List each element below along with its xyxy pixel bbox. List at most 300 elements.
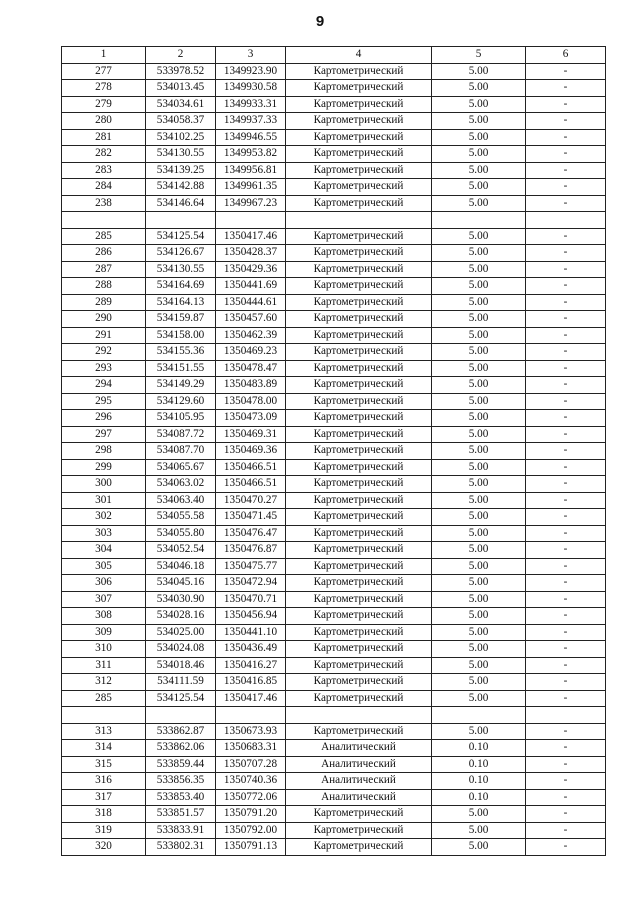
accuracy-cell: 5.00 [432, 426, 526, 443]
accuracy-cell: 5.00 [432, 278, 526, 295]
method-cell: Картометрический [286, 443, 432, 460]
note-cell: - [526, 245, 606, 262]
point-number-cell: 313 [62, 723, 146, 740]
y-coordinate-cell: 1350457.60 [216, 311, 286, 328]
accuracy-cell: 5.00 [432, 113, 526, 130]
accuracy-cell: 5.00 [432, 657, 526, 674]
table-row [62, 558, 606, 575]
method-cell: Картометрический [286, 822, 432, 839]
table-row [62, 624, 606, 641]
accuracy-cell: 0.10 [432, 789, 526, 806]
method-cell: Аналитический [286, 789, 432, 806]
table-spacer-row [62, 212, 606, 229]
y-coordinate-cell: 1350470.27 [216, 492, 286, 509]
x-coordinate-cell: 534087.72 [146, 426, 216, 443]
point-number-cell: 298 [62, 443, 146, 460]
x-coordinate-cell: 534087.70 [146, 443, 216, 460]
note-cell: - [526, 344, 606, 361]
note-cell: - [526, 195, 606, 212]
method-cell: Картометрический [286, 426, 432, 443]
accuracy-cell: 5.00 [432, 459, 526, 476]
note-cell [526, 212, 606, 229]
method-cell: Картометрический [286, 690, 432, 707]
method-cell: Картометрический [286, 195, 432, 212]
table-body [62, 63, 606, 855]
x-coordinate-cell: 533833.91 [146, 822, 216, 839]
accuracy-cell: 5.00 [432, 839, 526, 856]
table-row [62, 509, 606, 526]
y-coordinate-cell: 1350441.69 [216, 278, 286, 295]
table-row [62, 756, 606, 773]
table-row [62, 657, 606, 674]
x-coordinate-cell: 534149.29 [146, 377, 216, 394]
accuracy-cell: 5.00 [432, 410, 526, 427]
method-cell: Картометрический [286, 410, 432, 427]
x-coordinate-cell: 534052.54 [146, 542, 216, 559]
x-coordinate-cell: 534155.36 [146, 344, 216, 361]
point-number-cell: 306 [62, 575, 146, 592]
note-cell: - [526, 509, 606, 526]
x-coordinate-cell: 534151.55 [146, 360, 216, 377]
point-number-cell: 287 [62, 261, 146, 278]
x-coordinate-cell: 534055.58 [146, 509, 216, 526]
method-cell: Картометрический [286, 393, 432, 410]
y-coordinate-cell: 1350417.46 [216, 228, 286, 245]
y-coordinate-cell: 1350475.77 [216, 558, 286, 575]
table-row [62, 179, 606, 196]
y-coordinate-cell: 1350417.46 [216, 690, 286, 707]
accuracy-cell: 5.00 [432, 146, 526, 163]
table-spacer-row [62, 707, 606, 724]
table-row [62, 80, 606, 97]
x-coordinate-cell: 534105.95 [146, 410, 216, 427]
x-coordinate-cell: 533978.52 [146, 63, 216, 80]
table-row [62, 311, 606, 328]
method-cell: Картометрический [286, 344, 432, 361]
y-coordinate-cell: 1350772.06 [216, 789, 286, 806]
accuracy-cell: 5.00 [432, 245, 526, 262]
note-cell: - [526, 624, 606, 641]
x-coordinate-cell: 534111.59 [146, 674, 216, 691]
point-number-cell: 317 [62, 789, 146, 806]
x-coordinate-cell [146, 212, 216, 229]
note-cell: - [526, 377, 606, 394]
y-coordinate-cell: 1350444.61 [216, 294, 286, 311]
method-cell: Картометрический [286, 558, 432, 575]
accuracy-cell: 5.00 [432, 806, 526, 823]
method-cell: Картометрический [286, 492, 432, 509]
table-row [62, 608, 606, 625]
accuracy-cell: 5.00 [432, 608, 526, 625]
accuracy-cell: 5.00 [432, 822, 526, 839]
x-coordinate-cell [146, 707, 216, 724]
method-cell: Картометрический [286, 806, 432, 823]
method-cell: Картометрический [286, 674, 432, 691]
note-cell: - [526, 723, 606, 740]
y-coordinate-cell: 1350466.51 [216, 459, 286, 476]
accuracy-cell: 5.00 [432, 542, 526, 559]
y-coordinate-cell: 1350469.23 [216, 344, 286, 361]
x-coordinate-cell: 533802.31 [146, 839, 216, 856]
point-number-cell: 319 [62, 822, 146, 839]
table-row [62, 591, 606, 608]
x-coordinate-cell: 533862.06 [146, 740, 216, 757]
method-cell: Картометрический [286, 146, 432, 163]
note-cell: - [526, 773, 606, 790]
x-coordinate-cell: 534139.25 [146, 162, 216, 179]
point-number-cell: 283 [62, 162, 146, 179]
note-cell: - [526, 740, 606, 757]
x-coordinate-cell: 533856.35 [146, 773, 216, 790]
table-row [62, 723, 606, 740]
x-coordinate-cell: 534130.55 [146, 146, 216, 163]
method-cell: Картометрический [286, 377, 432, 394]
accuracy-cell: 5.00 [432, 261, 526, 278]
x-coordinate-cell: 534046.18 [146, 558, 216, 575]
method-cell: Картометрический [286, 80, 432, 97]
point-number-cell: 294 [62, 377, 146, 394]
point-number-cell: 304 [62, 542, 146, 559]
point-number-cell: 320 [62, 839, 146, 856]
accuracy-cell [432, 707, 526, 724]
table-row [62, 146, 606, 163]
point-number-cell: 284 [62, 179, 146, 196]
accuracy-cell: 5.00 [432, 723, 526, 740]
y-coordinate-cell: 1350478.47 [216, 360, 286, 377]
x-coordinate-cell: 534164.13 [146, 294, 216, 311]
y-coordinate-cell: 1349956.81 [216, 162, 286, 179]
method-cell: Картометрический [286, 113, 432, 130]
x-coordinate-cell: 534102.25 [146, 129, 216, 146]
point-number-cell: 279 [62, 96, 146, 113]
y-coordinate-cell: 1350470.71 [216, 591, 286, 608]
table-row [62, 674, 606, 691]
accuracy-cell: 5.00 [432, 311, 526, 328]
note-cell: - [526, 542, 606, 559]
method-cell: Картометрический [286, 245, 432, 262]
note-cell: - [526, 476, 606, 493]
method-cell: Картометрический [286, 96, 432, 113]
point-number-cell: 296 [62, 410, 146, 427]
point-number-cell: 300 [62, 476, 146, 493]
y-coordinate-cell: 1349961.35 [216, 179, 286, 196]
method-cell [286, 707, 432, 724]
y-coordinate-cell: 1350462.39 [216, 327, 286, 344]
accuracy-cell: 5.00 [432, 162, 526, 179]
point-number-cell: 315 [62, 756, 146, 773]
column-header: 3 [216, 47, 286, 64]
note-cell: - [526, 360, 606, 377]
note-cell: - [526, 228, 606, 245]
note-cell: - [526, 146, 606, 163]
accuracy-cell: 0.10 [432, 740, 526, 757]
method-cell: Картометрический [286, 624, 432, 641]
point-number-cell: 309 [62, 624, 146, 641]
table-row [62, 459, 606, 476]
method-cell: Картометрический [286, 459, 432, 476]
accuracy-cell: 5.00 [432, 129, 526, 146]
method-cell: Картометрический [286, 261, 432, 278]
column-header: 5 [432, 47, 526, 64]
coordinates-table [61, 46, 606, 856]
accuracy-cell: 5.00 [432, 575, 526, 592]
x-coordinate-cell: 534058.37 [146, 113, 216, 130]
y-coordinate-cell: 1350673.93 [216, 723, 286, 740]
table-row [62, 740, 606, 757]
y-coordinate-cell: 1349953.82 [216, 146, 286, 163]
table-row [62, 294, 606, 311]
note-cell: - [526, 129, 606, 146]
x-coordinate-cell: 534129.60 [146, 393, 216, 410]
x-coordinate-cell: 534146.64 [146, 195, 216, 212]
note-cell: - [526, 591, 606, 608]
x-coordinate-cell: 534045.16 [146, 575, 216, 592]
x-coordinate-cell: 534130.55 [146, 261, 216, 278]
y-coordinate-cell: 1350473.09 [216, 410, 286, 427]
y-coordinate-cell: 1350471.45 [216, 509, 286, 526]
note-cell: - [526, 426, 606, 443]
accuracy-cell: 5.00 [432, 195, 526, 212]
method-cell: Картометрический [286, 476, 432, 493]
table-row [62, 327, 606, 344]
method-cell: Картометрический [286, 360, 432, 377]
x-coordinate-cell: 534065.67 [146, 459, 216, 476]
method-cell: Картометрический [286, 294, 432, 311]
note-cell: - [526, 63, 606, 80]
x-coordinate-cell: 534028.16 [146, 608, 216, 625]
method-cell: Картометрический [286, 278, 432, 295]
point-number-cell: 314 [62, 740, 146, 757]
method-cell: Картометрический [286, 525, 432, 542]
point-number-cell: 285 [62, 228, 146, 245]
accuracy-cell: 5.00 [432, 558, 526, 575]
y-coordinate-cell: 1350472.94 [216, 575, 286, 592]
accuracy-cell: 5.00 [432, 641, 526, 658]
x-coordinate-cell: 534025.00 [146, 624, 216, 641]
note-cell: - [526, 410, 606, 427]
accuracy-cell: 0.10 [432, 756, 526, 773]
point-number-cell: 318 [62, 806, 146, 823]
point-number-cell: 289 [62, 294, 146, 311]
method-cell: Картометрический [286, 162, 432, 179]
accuracy-cell: 5.00 [432, 525, 526, 542]
method-cell: Картометрический [286, 311, 432, 328]
note-cell: - [526, 492, 606, 509]
note-cell: - [526, 393, 606, 410]
accuracy-cell: 5.00 [432, 228, 526, 245]
accuracy-cell: 5.00 [432, 377, 526, 394]
note-cell: - [526, 294, 606, 311]
x-coordinate-cell: 534126.67 [146, 245, 216, 262]
table-row [62, 542, 606, 559]
page-number: 9 [315, 13, 325, 30]
accuracy-cell: 5.00 [432, 509, 526, 526]
y-coordinate-cell: 1350483.89 [216, 377, 286, 394]
table-row [62, 245, 606, 262]
x-coordinate-cell: 534063.02 [146, 476, 216, 493]
note-cell: - [526, 839, 606, 856]
accuracy-cell: 5.00 [432, 393, 526, 410]
y-coordinate-cell: 1350469.36 [216, 443, 286, 460]
y-coordinate-cell: 1349933.31 [216, 96, 286, 113]
point-number-cell: 278 [62, 80, 146, 97]
y-coordinate-cell: 1350791.20 [216, 806, 286, 823]
accuracy-cell: 5.00 [432, 476, 526, 493]
table-row [62, 410, 606, 427]
point-number-cell [62, 707, 146, 724]
note-cell: - [526, 179, 606, 196]
column-header: 4 [286, 47, 432, 64]
accuracy-cell: 5.00 [432, 492, 526, 509]
y-coordinate-cell: 1349937.33 [216, 113, 286, 130]
y-coordinate-cell: 1350416.27 [216, 657, 286, 674]
method-cell: Аналитический [286, 773, 432, 790]
point-number-cell: 282 [62, 146, 146, 163]
x-coordinate-cell: 534055.80 [146, 525, 216, 542]
note-cell: - [526, 113, 606, 130]
table-row [62, 278, 606, 295]
x-coordinate-cell: 534142.88 [146, 179, 216, 196]
note-cell: - [526, 806, 606, 823]
note-cell: - [526, 822, 606, 839]
note-cell: - [526, 575, 606, 592]
accuracy-cell: 5.00 [432, 443, 526, 460]
accuracy-cell: 5.00 [432, 344, 526, 361]
table-row [62, 641, 606, 658]
table-row [62, 195, 606, 212]
table-row [62, 96, 606, 113]
x-coordinate-cell: 534063.40 [146, 492, 216, 509]
note-cell: - [526, 608, 606, 625]
table-row [62, 261, 606, 278]
method-cell: Картометрический [286, 839, 432, 856]
table-row [62, 360, 606, 377]
table-row [62, 129, 606, 146]
y-coordinate-cell: 1350436.49 [216, 641, 286, 658]
y-coordinate-cell: 1350478.00 [216, 393, 286, 410]
table-row [62, 773, 606, 790]
y-coordinate-cell: 1350456.94 [216, 608, 286, 625]
point-number-cell: 286 [62, 245, 146, 262]
x-coordinate-cell: 534034.61 [146, 96, 216, 113]
y-coordinate-cell: 1350707.28 [216, 756, 286, 773]
accuracy-cell: 5.00 [432, 360, 526, 377]
column-header: 2 [146, 47, 216, 64]
accuracy-cell: 5.00 [432, 327, 526, 344]
x-coordinate-cell: 533853.40 [146, 789, 216, 806]
y-coordinate-cell: 1350441.10 [216, 624, 286, 641]
note-cell: - [526, 558, 606, 575]
y-coordinate-cell: 1349946.55 [216, 129, 286, 146]
point-number-cell: 301 [62, 492, 146, 509]
method-cell: Картометрический [286, 179, 432, 196]
table-row [62, 344, 606, 361]
method-cell: Картометрический [286, 228, 432, 245]
point-number-cell: 311 [62, 657, 146, 674]
note-cell: - [526, 443, 606, 460]
point-number-cell: 238 [62, 195, 146, 212]
point-number-cell: 302 [62, 509, 146, 526]
x-coordinate-cell: 533851.57 [146, 806, 216, 823]
note-cell: - [526, 80, 606, 97]
y-coordinate-cell [216, 212, 286, 229]
accuracy-cell: 5.00 [432, 674, 526, 691]
method-cell: Картометрический [286, 641, 432, 658]
point-number-cell: 292 [62, 344, 146, 361]
note-cell: - [526, 327, 606, 344]
accuracy-cell: 0.10 [432, 773, 526, 790]
accuracy-cell: 5.00 [432, 80, 526, 97]
point-number-cell: 291 [62, 327, 146, 344]
note-cell: - [526, 789, 606, 806]
table-row [62, 690, 606, 707]
note-cell: - [526, 162, 606, 179]
point-number-cell: 280 [62, 113, 146, 130]
method-cell: Картометрический [286, 723, 432, 740]
table-row [62, 789, 606, 806]
point-number-cell: 288 [62, 278, 146, 295]
table-row [62, 839, 606, 856]
y-coordinate-cell: 1350466.51 [216, 476, 286, 493]
table-row [62, 113, 606, 130]
accuracy-cell: 5.00 [432, 294, 526, 311]
y-coordinate-cell: 1350683.31 [216, 740, 286, 757]
y-coordinate-cell: 1350469.31 [216, 426, 286, 443]
y-coordinate-cell: 1349923.90 [216, 63, 286, 80]
note-cell: - [526, 756, 606, 773]
method-cell: Картометрический [286, 63, 432, 80]
y-coordinate-cell: 1350416.85 [216, 674, 286, 691]
x-coordinate-cell: 534164.69 [146, 278, 216, 295]
y-coordinate-cell: 1350792.00 [216, 822, 286, 839]
accuracy-cell: 5.00 [432, 624, 526, 641]
point-number-cell: 308 [62, 608, 146, 625]
y-coordinate-cell: 1350428.37 [216, 245, 286, 262]
x-coordinate-cell: 534159.87 [146, 311, 216, 328]
accuracy-cell: 5.00 [432, 690, 526, 707]
point-number-cell: 299 [62, 459, 146, 476]
method-cell: Аналитический [286, 740, 432, 757]
x-coordinate-cell: 533859.44 [146, 756, 216, 773]
note-cell [526, 707, 606, 724]
table-row [62, 575, 606, 592]
x-coordinate-cell: 534125.54 [146, 690, 216, 707]
method-cell: Картометрический [286, 657, 432, 674]
table-row [62, 443, 606, 460]
y-coordinate-cell: 1350476.87 [216, 542, 286, 559]
point-number-cell: 303 [62, 525, 146, 542]
point-number-cell: 307 [62, 591, 146, 608]
x-coordinate-cell: 534158.00 [146, 327, 216, 344]
table-row [62, 377, 606, 394]
note-cell: - [526, 96, 606, 113]
method-cell: Картометрический [286, 509, 432, 526]
table-header-row [62, 47, 606, 64]
accuracy-cell: 5.00 [432, 591, 526, 608]
table-row [62, 393, 606, 410]
accuracy-cell [432, 212, 526, 229]
x-coordinate-cell: 534013.45 [146, 80, 216, 97]
point-number-cell: 312 [62, 674, 146, 691]
method-cell: Картометрический [286, 591, 432, 608]
point-number-cell: 281 [62, 129, 146, 146]
note-cell: - [526, 641, 606, 658]
note-cell: - [526, 525, 606, 542]
table-row [62, 822, 606, 839]
table-row [62, 228, 606, 245]
y-coordinate-cell: 1350791.13 [216, 839, 286, 856]
point-number-cell: 310 [62, 641, 146, 658]
